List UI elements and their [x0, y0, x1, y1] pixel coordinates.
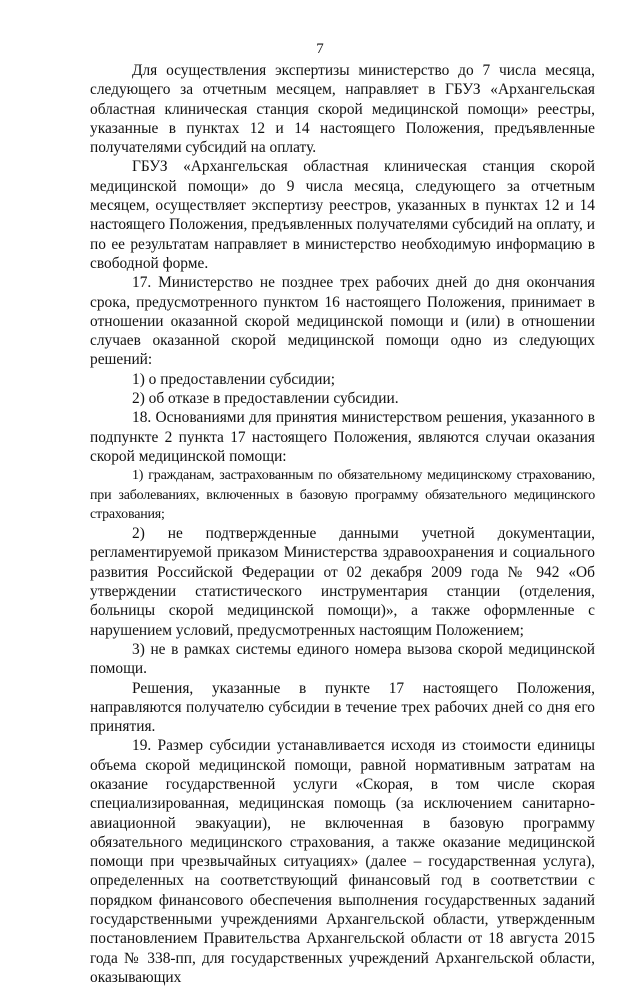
paragraph-decision-grant: 1) о предоставлении субсидии; [132, 370, 335, 388]
paragraph-ground-1: 1) гражданам, застрахованным по обязательному медицинскому страхованию, при заболеваниях, включенных в базовую программу обязательного медицинского страхования; [90, 468, 595, 522]
paragraph-clause-19: 19. Размер субсидии устанавливается исходя из стоимости единицы объема скорой медицинской помощи, равной нормативным затратам на оказание государственной услуги «Скорая, в том числе скорая специализированная, медицинская помощь (за исключением санитарно-авиационной эвакуации), не включенная в базовую программу обязательного медицинского страхования, а также оказание медицинской помощи при чрезвычайных ситуациях» (далее – государственная услуга), определенных на соответствующий финансовый год в соответствии с порядком финансового обеспечения выполнения государственных заданий государственными учреждениями Архангельской области, утвержденным постановлением Правительства Архангельской области от 18 августа 2015 года № 338-пп, для государственных учреждений Архангельской области, оказывающих [90, 737, 595, 986]
document-body [90, 61, 595, 987]
paragraph-clause-17: 17. Министерство не позднее трех рабочих дней до дня окончания срока, предусмотренного пунктом 16 настоящего Положения, принимает в отношении оказанной скорой медицинской помощи и (или) в отношении случаев оказанной скорой медицинской помощи одно из следующих решений: [90, 274, 595, 369]
paragraph-ground-3: 3) не в рамках системы единого номера вызова скорой медицинской помощи. [90, 640, 595, 678]
page-number: 7 [316, 41, 324, 57]
paragraph-expertise-execution: ГБУЗ «Архангельская областная клиническая станция скорой медицинской помощи» до 9 числа месяца, следующего за отчетным месяцем, осуществляет экспертизу реестров, указанных в пунктах 12 и 14 настоящего Положения, предъявленных получателями субсидий на оплату, и по ее результатам направляет в министерство необходимую информацию в свободной форме. [90, 158, 595, 272]
paragraph-clause-18: 18. Основаниями для принятия министерством решения, указанного в подпункте 2 пункта 17 настоящего Положения, являются случаи оказания скорой медицинской помощи: [90, 409, 595, 465]
paragraph-decision-refusal: 2) об отказе в предоставлении субсидии. [132, 390, 399, 408]
paragraph-expertise-submission: Для осуществления экспертизы министерство до 7 числа месяца, следующего за отчетным месяцем, направляет в ГБУЗ «Архангельская областная клиническая станция скорой медицинской помощи» реестры, указанные в пунктах 12 и 14 настоящего Положения, предъявленные получателями субсидий на оплату. [90, 62, 595, 157]
paragraph-decisions-notice: Решения, указанные в пункте 17 настоящего Положения, направляются получателю субсидии в течение трех рабочих дней со дня его принятия. [90, 679, 595, 736]
paragraph-ground-2: 2) не подтвержденные данными учетной документации, регламентируемой приказом Министерства здравоохранения и социального развития Российской Федерации от 02 декабря 2009 года № 942 «Об утверждении статистического инструментария станции (отделения, больницы скорой медицинской помощи)», а также оформленные с нарушением условий, предусмотренных настоящим Положением; [90, 525, 595, 639]
